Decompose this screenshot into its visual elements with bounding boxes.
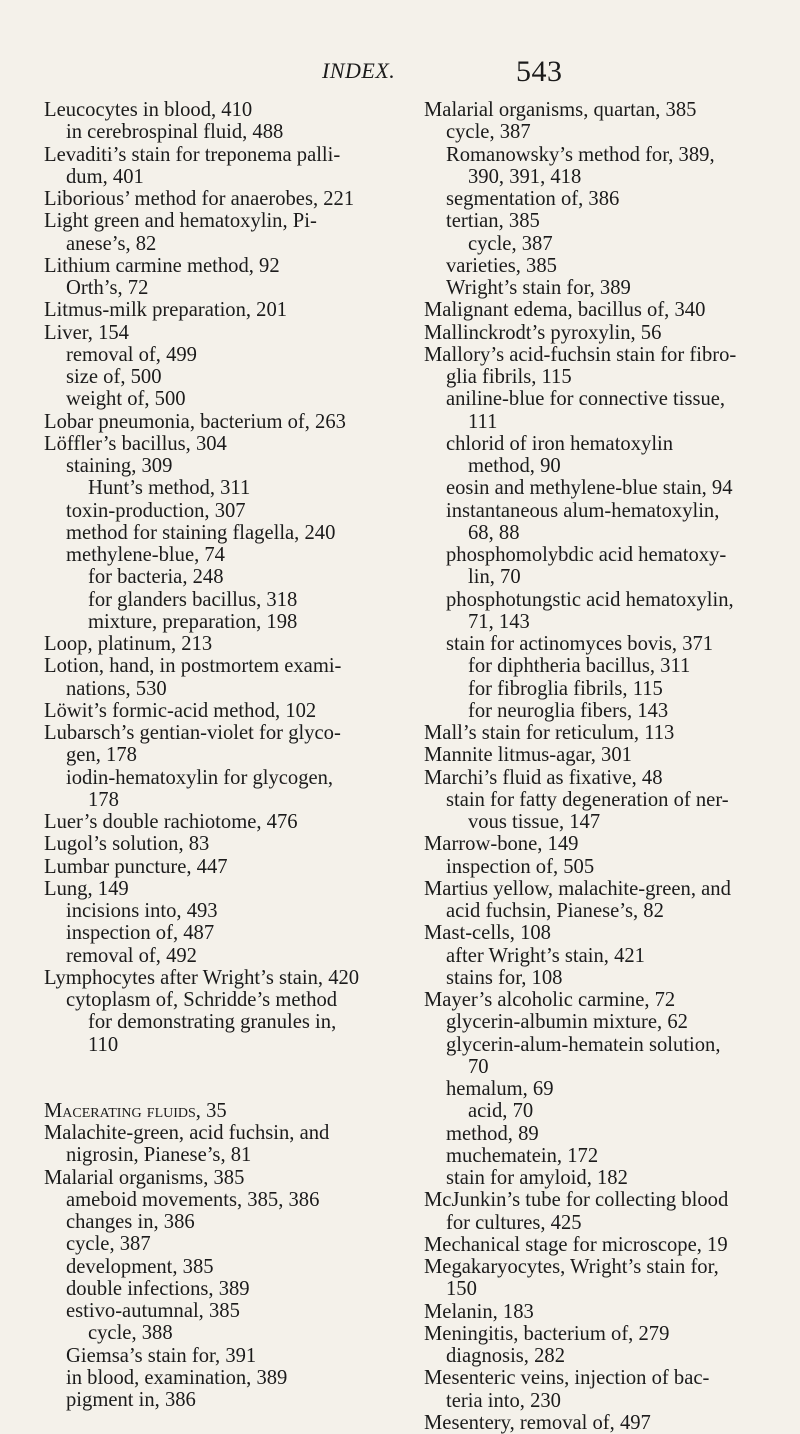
index-entry: Mayer’s alcoholic carmine, 72 <box>424 989 676 1011</box>
index-subentry: diagnosis, 282 <box>446 1345 565 1367</box>
index-subentry: toxin-production, 307 <box>66 499 246 522</box>
index-entry: Leucocytes in blood, 410 <box>44 99 253 121</box>
index-entry: Mast-cells, 108 <box>424 922 551 945</box>
index-entry: McJunkin’s tube for collecting blood for cultures, 425 <box>424 1189 729 1234</box>
index-entry: Lugol’s solution, 83 <box>44 833 210 856</box>
index-subentry: for fibroglia fibrils, 115 <box>468 677 663 700</box>
index-subentry: for diphtheria bacillus, 311 <box>468 655 691 678</box>
index-entry: Mallinckrodt’s pyroxylin, 56 <box>424 321 662 344</box>
index-subentry: phosphotungstic acid hematoxylin, 71, 143 <box>446 588 734 633</box>
index-subentry: size of, 500 <box>66 366 162 388</box>
index-subentry: Giemsa’s stain for, 391 <box>66 1344 257 1367</box>
index-subentry: staining, 309 <box>66 455 173 477</box>
index-subentry: stain for amyloid, 182 <box>446 1167 628 1189</box>
index-entry: Martius yellow, malachite-green, and acid fuchsin, Pianese’s, 82 <box>424 877 731 922</box>
index-entry: Mannite litmus-agar, 301 <box>424 744 632 767</box>
section-gap <box>44 1056 362 1100</box>
index-subentry: incisions into, 493 <box>66 900 218 922</box>
index-subentry: methylene-blue, 74 <box>66 544 225 566</box>
index-entry: Macerating fluids, 35 <box>44 1099 227 1122</box>
index-entry: Löwit’s formic-acid method, 102 <box>44 699 317 722</box>
index-subentry: cytoplasm of, Schridde’s method for demonstrating granules in, 110 <box>66 989 338 1056</box>
page-number: 543 <box>516 55 563 88</box>
index-subentry: weight of, 500 <box>66 388 186 411</box>
index-entry: Lumbar puncture, 447 <box>44 855 228 878</box>
index-subentry: acid, 70 <box>468 1100 534 1123</box>
index-subentry: chlorid of iron hematoxylin method, 90 <box>446 432 674 477</box>
index-entry: Mechanical stage for microscope, 19 <box>424 1233 728 1256</box>
index-entry: Liborious’ method for anaerobes, 221 <box>44 188 355 210</box>
index-subentry: inspection of, 505 <box>446 855 595 878</box>
index-entry: Lymphocytes after Wright’s stain, 420 <box>44 966 360 989</box>
index-subentry: Wright’s stain for, 389 <box>446 277 631 299</box>
index-subentry: iodin-hematoxylin for glycogen, 178 <box>66 766 334 811</box>
index-subentry: tertian, 385 <box>446 210 540 233</box>
index-entry: Levaditi’s stain for treponema palli-dum, 401 <box>44 143 341 188</box>
index-subentry: varieties, 385 <box>446 254 557 277</box>
index-subentry: segmentation of, 386 <box>446 188 620 210</box>
index-entry: Megakaryocytes, Wright’s stain for, 150 <box>424 1256 719 1301</box>
index-column-left <box>44 99 362 1411</box>
index-entry: Mesenteric veins, injection of bac-teria into, 230 <box>424 1367 710 1412</box>
index-subentry: for glanders bacillus, 318 <box>88 588 298 611</box>
index-subentry: ameboid movements, 385, 386 <box>66 1188 320 1211</box>
running-head: INDEX. <box>322 58 396 83</box>
index-subentry: in blood, examination, 389 <box>66 1366 288 1389</box>
index-subentry: method, 89 <box>446 1122 539 1145</box>
index-subentry: removal of, 499 <box>66 343 197 366</box>
index-entry: Liver, 154 <box>44 321 129 344</box>
index-entry: Light green and hematoxylin, Pi-anese’s, 82 <box>44 210 317 255</box>
index-entry: Marchi’s fluid as fixative, 48 <box>424 766 663 789</box>
index-subentry: muchematein, 172 <box>446 1144 599 1167</box>
index-entry: Löffler’s bacillus, 304 <box>44 432 227 455</box>
index-subentry: inspection of, 487 <box>66 922 215 945</box>
index-subentry: cycle, 388 <box>88 1322 173 1345</box>
index-subentry: pigment in, 386 <box>66 1389 196 1411</box>
index-subentry: after Wright’s stain, 421 <box>446 944 645 967</box>
index-entry: Malignant edema, bacillus of, 340 <box>424 299 706 322</box>
index-subentry: cycle, 387 <box>66 1233 151 1256</box>
index-entry: Lithium carmine method, 92 <box>44 254 280 277</box>
index-subentry: hemalum, 69 <box>446 1078 554 1100</box>
index-entry: Mall’s stain for reticulum, 113 <box>424 722 675 744</box>
index-column-right <box>424 99 742 1434</box>
index-subentry: cycle, 387 <box>468 232 553 255</box>
index-subentry: changes in, 386 <box>66 1211 195 1233</box>
index-subentry: development, 385 <box>66 1255 214 1278</box>
index-subentry: Orth’s, 72 <box>66 277 149 299</box>
index-subentry: cycle, 387 <box>446 121 531 144</box>
index-entry: Lung, 149 <box>44 877 129 900</box>
index-subentry: stain for fatty degeneration of ner-vous tissue, 147 <box>446 788 729 833</box>
index-entry: Mallory’s acid-fuchsin stain for fibro-glia fibrils, 115 <box>424 343 737 388</box>
index-subentry: glycerin-albumin mixture, 62 <box>446 1011 688 1034</box>
index-subentry: aniline-blue for connective tissue, 111 <box>446 388 726 433</box>
index-subentry: instantaneous alum-hematoxylin, 68, 88 <box>446 499 720 544</box>
index-entry: Marrow-bone, 149 <box>424 833 579 856</box>
index-entry: Malarial organisms, quartan, 385 <box>424 99 697 121</box>
index-entry: Litmus-milk preparation, 201 <box>44 299 288 322</box>
index-entry: Lubarsch’s gentian-violet for glyco-gen, 178 <box>44 722 341 767</box>
index-subentry: for neuroglia fibers, 143 <box>468 699 669 722</box>
index-subentry: phosphomolybdic acid hematoxy-lin, 70 <box>446 544 727 589</box>
index-entry: Malachite-green, acid fuchsin, and nigrosin, Pianese’s, 81 <box>44 1122 330 1167</box>
page-header <box>0 55 800 98</box>
index-subentry: Hunt’s method, 311 <box>88 477 251 500</box>
index-subentry: for bacteria, 248 <box>88 566 224 589</box>
index-entry: Luer’s double rachiotome, 476 <box>44 811 298 833</box>
index-entry: Lobar pneumonia, bacterium of, 263 <box>44 410 346 433</box>
index-subentry: estivo-autumnal, 385 <box>66 1300 240 1322</box>
index-entry: Malarial organisms, 385 <box>44 1166 245 1189</box>
index-subentry: stain for actinomyces bovis, 371 <box>446 633 714 655</box>
index-subentry: glycerin-alum-hematein solution, 70 <box>446 1033 721 1078</box>
index-entry: Mesentery, removal of, 497 <box>424 1411 651 1434</box>
index-subentry: eosin and methylene-blue stain, 94 <box>446 477 733 500</box>
index-entry: Loop, platinum, 213 <box>44 633 213 655</box>
index-subentry: method for staining flagella, 240 <box>66 521 336 544</box>
index-entry: Meningitis, bacterium of, 279 <box>424 1322 670 1345</box>
index-subentry: removal of, 492 <box>66 944 197 967</box>
index-subentry: double infections, 389 <box>66 1277 250 1300</box>
index-subentry: in cerebrospinal fluid, 488 <box>66 121 284 144</box>
index-subentry: stains for, 108 <box>446 966 563 989</box>
index-subentry: Romanowsky’s method for, 389, 390, 391, 418 <box>446 143 715 188</box>
index-entry: Melanin, 183 <box>424 1300 534 1323</box>
index-subentry: mixture, preparation, 198 <box>88 610 298 633</box>
index-entry: Lotion, hand, in postmortem exami-nations, 530 <box>44 655 342 700</box>
